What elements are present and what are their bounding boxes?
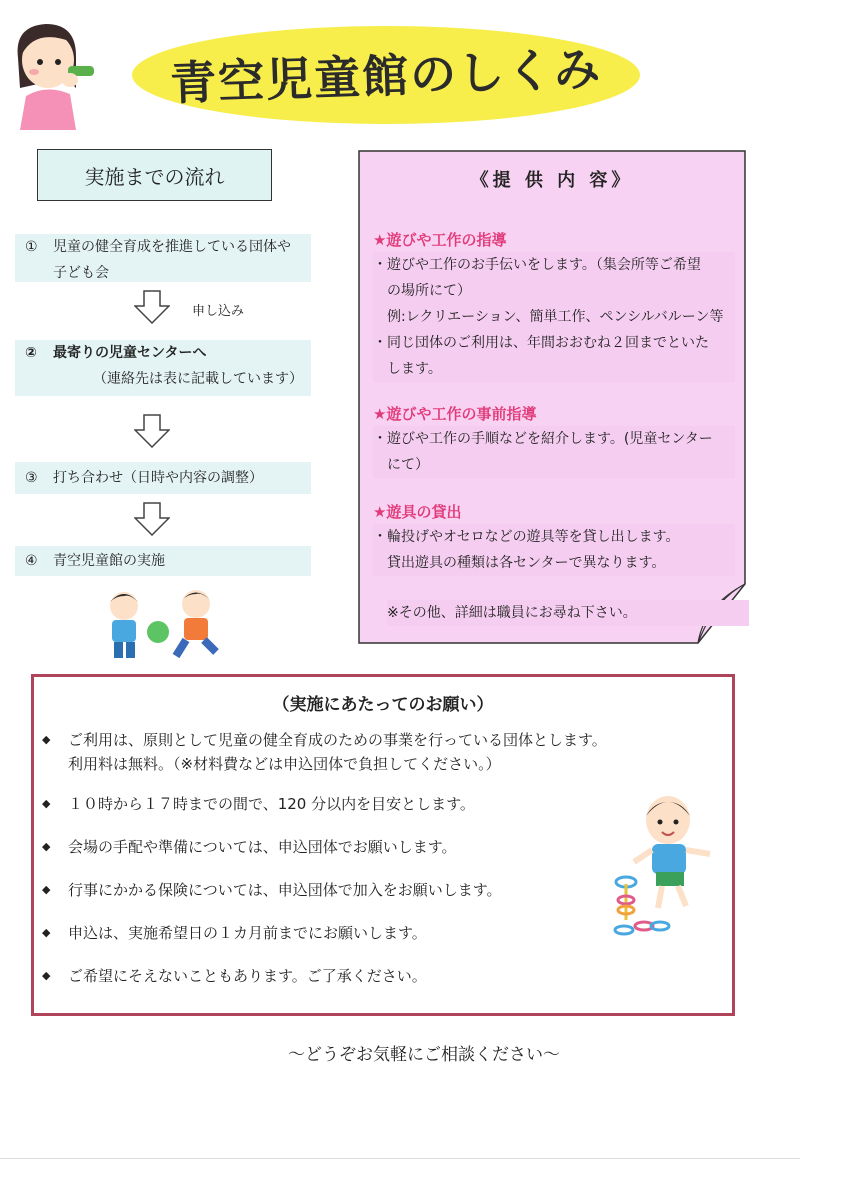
diamond-bullet-icon: ◆: [42, 883, 51, 896]
bottom-divider: [0, 1158, 800, 1159]
offer-note-text: [373, 600, 749, 626]
down-arrow-icon: [134, 414, 170, 448]
page-title: 青空児童館のしくみ: [169, 41, 603, 111]
step-number: ③: [25, 470, 38, 486]
notice-text: ご利用は、原則として児童の健全育成のための事業を行っている団体とします。: [68, 731, 607, 749]
offer-heading: 《提 供 内 容》: [470, 170, 634, 191]
offer-line: 貸出遊具の種類は各センターで異なります。: [373, 550, 735, 576]
offer-section-1: [373, 228, 735, 382]
notice-text: 会場の手配や準備については、申込団体でお願いします。: [68, 838, 457, 856]
kids-ball-illustration: [104, 588, 234, 664]
diamond-bullet-icon: ◆: [42, 733, 51, 746]
notice-item-3: [42, 835, 682, 859]
offer-line: にて）: [373, 452, 735, 478]
step-text: 打ち合わせ（日時や内容の調整）: [53, 470, 263, 486]
diamond-bullet-icon: ◆: [42, 797, 51, 810]
offer-section-title: ★遊具の貸出: [373, 503, 462, 521]
flow-step-3: [15, 462, 311, 494]
offer-line: ・遊びや工作のお手伝いをします。（集会所等ご希望: [373, 252, 735, 278]
step-text: 青空児童館の実施: [53, 553, 165, 569]
diamond-bullet-icon: ◆: [42, 926, 51, 939]
offer-extra-note: ※その他、詳細は職員にお尋ね下さい。: [387, 600, 749, 626]
step-number: ②: [25, 345, 37, 361]
step-text: 最寄りの児童センターへ: [53, 345, 207, 361]
step-number: ①: [25, 239, 38, 255]
offer-line: します。: [373, 356, 735, 382]
offer-line: の場所にて）: [373, 278, 735, 304]
boy-ring-toss-illustration: [612, 792, 718, 938]
closing-message: ～どうぞお気軽にご相談ください～: [288, 1045, 560, 1065]
notice-item-6: [42, 964, 682, 988]
down-arrow-icon: [134, 290, 170, 324]
girl-whistle-illustration: [6, 18, 106, 130]
down-arrow-icon: [134, 502, 170, 536]
offer-line: ・同じ団体のご利用は、年間おおむね２回までといた: [373, 330, 735, 356]
step-text-2: 子ども会: [53, 265, 109, 281]
offer-line: ・遊びや工作の手順などを紹介します。(児童センター: [373, 426, 735, 452]
notice-text: １０時から１７時までの間で、120 分以内を目安とします。: [68, 795, 475, 813]
notice-item-5: [42, 921, 682, 945]
step-number: ④: [25, 553, 38, 569]
flow-step-2: [15, 340, 311, 396]
flow-heading: 実施までの流れ: [37, 149, 272, 201]
notice-item-4: [42, 878, 682, 902]
notice-text: 申込は、実施希望日の１カ月前までにお願いします。: [68, 924, 427, 942]
step-text-2: （連絡先は表に記載しています）: [93, 371, 303, 387]
diamond-bullet-icon: ◆: [42, 969, 51, 982]
step-text: 児童の健全育成を推進している団体や: [53, 239, 291, 255]
offer-line: ・輪投げやオセロなどの遊具等を貸し出します。: [373, 524, 735, 550]
notice-heading: （実施にあたってのお願い）: [272, 695, 494, 715]
offer-section-3: [373, 500, 735, 576]
notice-text-2: 利用料は無料。（※材料費などは申込団体で負担してください。）: [68, 755, 501, 773]
notice-item-1: [42, 728, 682, 776]
flow-step-4: [15, 546, 311, 576]
offer-section-title: ★遊びや工作の事前指導: [373, 405, 537, 423]
apply-label: 申し込み: [192, 304, 245, 319]
diamond-bullet-icon: ◆: [42, 840, 51, 853]
flow-step-1: [15, 234, 311, 282]
offer-section-2: [373, 402, 735, 478]
notice-text: 行事にかかる保険については、申込団体で加入をお願いします。: [68, 881, 502, 899]
notice-text: ご希望にそえないこともあります。ご了承ください。: [68, 967, 427, 985]
offer-line: 例:レクリエーション、簡単工作、ペンシルバルーン等: [373, 304, 735, 330]
offer-section-title: ★遊びや工作の指導: [373, 231, 507, 249]
notice-item-2: [42, 792, 682, 816]
